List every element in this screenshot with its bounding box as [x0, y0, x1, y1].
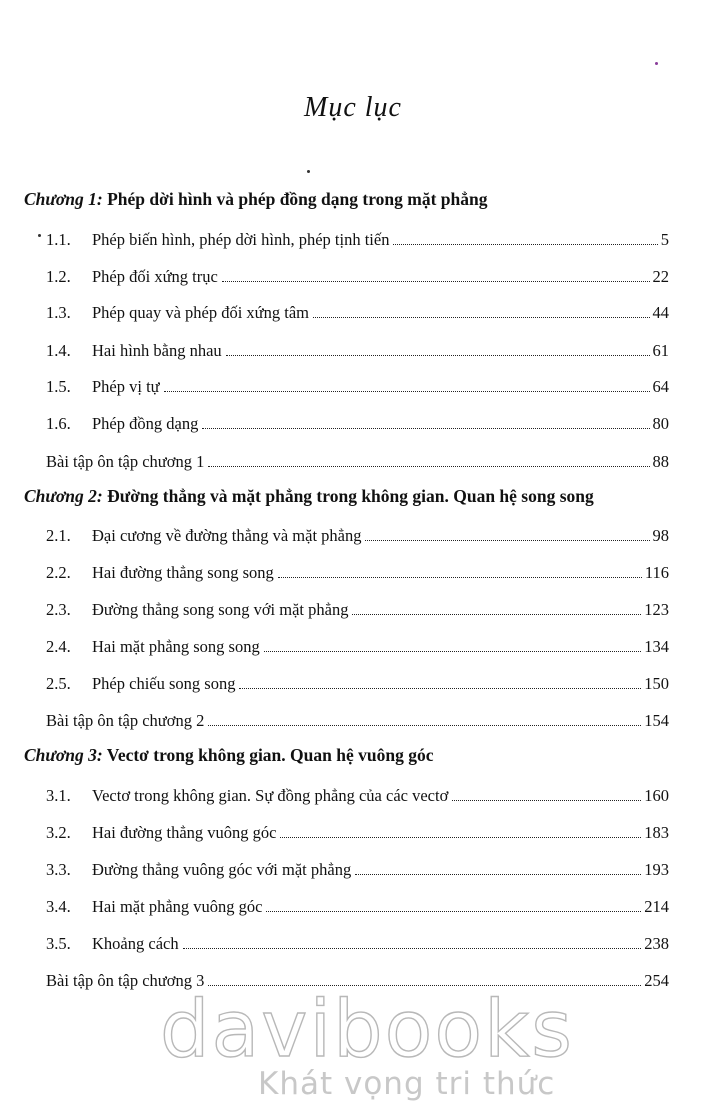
- entry-number: 1.6.: [46, 414, 71, 433]
- entry-page: 154: [644, 711, 669, 730]
- entry-number: 3.3.: [46, 860, 71, 879]
- entry-title: Bài tập ôn tập chương 2: [46, 711, 205, 730]
- dot-leader: [164, 391, 650, 392]
- dot-leader: [393, 244, 657, 245]
- entry-page: 22: [652, 267, 669, 286]
- toc-entry[interactable]: [46, 522, 669, 546]
- entry-title: Phép quay và phép đối xứng tâm: [92, 303, 309, 322]
- entry-page: 88: [652, 452, 669, 471]
- entry-number: 3.2.: [46, 823, 71, 842]
- entry-title: Phép chiếu song song: [92, 674, 236, 693]
- toc-entry[interactable]: [46, 559, 669, 583]
- entry-title: Hai mặt phẳng vuông góc: [92, 897, 263, 916]
- chapter-label: Chương 3:: [24, 745, 103, 765]
- chapter-heading: [24, 745, 684, 766]
- toc-entry[interactable]: [46, 707, 669, 731]
- scan-speck: [38, 234, 41, 237]
- entry-page: 64: [652, 377, 669, 396]
- entry-page: 214: [644, 897, 669, 916]
- entry-number: 1.1.: [46, 230, 71, 249]
- entry-number: 1.4.: [46, 341, 71, 360]
- entry-title: Phép biến hình, phép dời hình, phép tịnh tiến: [92, 230, 390, 249]
- entry-title: Đại cương về đường thẳng và mặt phẳng: [92, 526, 362, 545]
- entry-title: Phép đối xứng trục: [92, 267, 218, 286]
- entry-page: 116: [644, 563, 669, 582]
- dot-leader: [264, 651, 642, 652]
- dot-leader: [266, 911, 641, 912]
- dot-leader: [278, 577, 642, 578]
- watermark-slogan: Khát vọng tri thức: [258, 1066, 556, 1102]
- toc-entry[interactable]: [46, 337, 669, 361]
- dot-leader: [355, 874, 641, 875]
- chapter-heading: [24, 189, 684, 210]
- toc-entry[interactable]: [46, 263, 669, 287]
- entry-page: 80: [652, 414, 669, 433]
- dot-leader: [202, 428, 649, 429]
- toc-entry[interactable]: [46, 670, 669, 694]
- entry-title: Bài tập ôn tập chương 3: [46, 971, 205, 990]
- dot-leader: [183, 948, 642, 949]
- chapter-heading: [24, 486, 684, 507]
- dot-leader: [365, 540, 649, 541]
- toc-entry[interactable]: [46, 782, 669, 806]
- entry-page: 160: [644, 786, 669, 805]
- dot-leader: [208, 725, 641, 726]
- scan-speck: [655, 62, 658, 65]
- toc-entry[interactable]: [46, 596, 669, 620]
- toc-entry[interactable]: [46, 448, 669, 472]
- entry-number: 2.3.: [46, 600, 71, 619]
- entry-title: Khoảng cách: [92, 934, 179, 953]
- entry-title: Đường thẳng song song với mặt phẳng: [92, 600, 349, 619]
- toc-entry[interactable]: [46, 226, 669, 250]
- entry-number: 2.4.: [46, 637, 71, 656]
- entry-title: Phép vị tự: [92, 377, 160, 396]
- entry-title: Hai hình bằng nhau: [92, 341, 222, 360]
- entry-number: 3.4.: [46, 897, 71, 916]
- dot-leader: [222, 281, 650, 282]
- entry-title: Đường thẳng vuông góc với mặt phẳng: [92, 860, 352, 879]
- entry-page: 150: [644, 674, 669, 693]
- chapter-name: Vectơ trong không gian. Quan hệ vuông góc: [106, 745, 434, 765]
- toc-entry[interactable]: [46, 633, 669, 657]
- dot-leader: [226, 355, 650, 356]
- dot-leader: [352, 614, 641, 615]
- dot-leader: [452, 800, 641, 801]
- toc-entry[interactable]: [46, 299, 669, 323]
- dot-leader: [280, 837, 641, 838]
- entry-page: 5: [660, 230, 669, 249]
- watermark-brand: davibooks: [160, 985, 574, 1075]
- entry-page: 123: [644, 600, 669, 619]
- toc-entry[interactable]: [46, 856, 669, 880]
- entry-number: 2.5.: [46, 674, 71, 693]
- entry-page: 193: [644, 860, 669, 879]
- entry-title: Bài tập ôn tập chương 1: [46, 452, 205, 471]
- toc-entry[interactable]: [46, 819, 669, 843]
- entry-title: Vectơ trong không gian. Sự đồng phẳng của các vectơ: [92, 786, 449, 805]
- dot-leader: [313, 317, 650, 318]
- entry-page: 134: [644, 637, 669, 656]
- entry-page: 238: [644, 934, 669, 953]
- entry-number: 3.5.: [46, 934, 71, 953]
- entry-page: 254: [644, 971, 669, 990]
- entry-title: Phép đồng dạng: [92, 414, 199, 433]
- dot-leader: [239, 688, 641, 689]
- toc-entry[interactable]: [46, 410, 669, 434]
- entry-title: Hai mặt phẳng song song: [92, 637, 260, 656]
- entry-title: Hai đường thẳng vuông góc: [92, 823, 277, 842]
- chapter-label: Chương 2:: [24, 486, 103, 506]
- chapter-name: Đường thẳng và mặt phẳng trong không gian. Quan hệ song song: [107, 486, 594, 506]
- entry-page: 44: [652, 303, 669, 322]
- page-title: Mục lục: [304, 92, 402, 123]
- entry-number: 2.1.: [46, 526, 71, 545]
- entry-number: 2.2.: [46, 563, 71, 582]
- entry-page: 183: [644, 823, 669, 842]
- entry-number: 1.3.: [46, 303, 71, 322]
- toc-entry[interactable]: [46, 930, 669, 954]
- entry-number: 1.2.: [46, 267, 71, 286]
- scan-speck: [307, 170, 310, 173]
- dot-leader: [208, 466, 649, 467]
- entry-page: 98: [652, 526, 669, 545]
- entry-number: 1.5.: [46, 377, 71, 396]
- chapter-label: Chương 1:: [24, 189, 103, 209]
- entry-number: 3.1.: [46, 786, 71, 805]
- toc-entry[interactable]: [46, 373, 669, 397]
- chapter-name: Phép dời hình và phép đồng dạng trong mặt phẳng: [107, 189, 488, 209]
- toc-entry[interactable]: [46, 893, 669, 917]
- entry-title: Hai đường thẳng song song: [92, 563, 274, 582]
- entry-page: 61: [652, 341, 669, 360]
